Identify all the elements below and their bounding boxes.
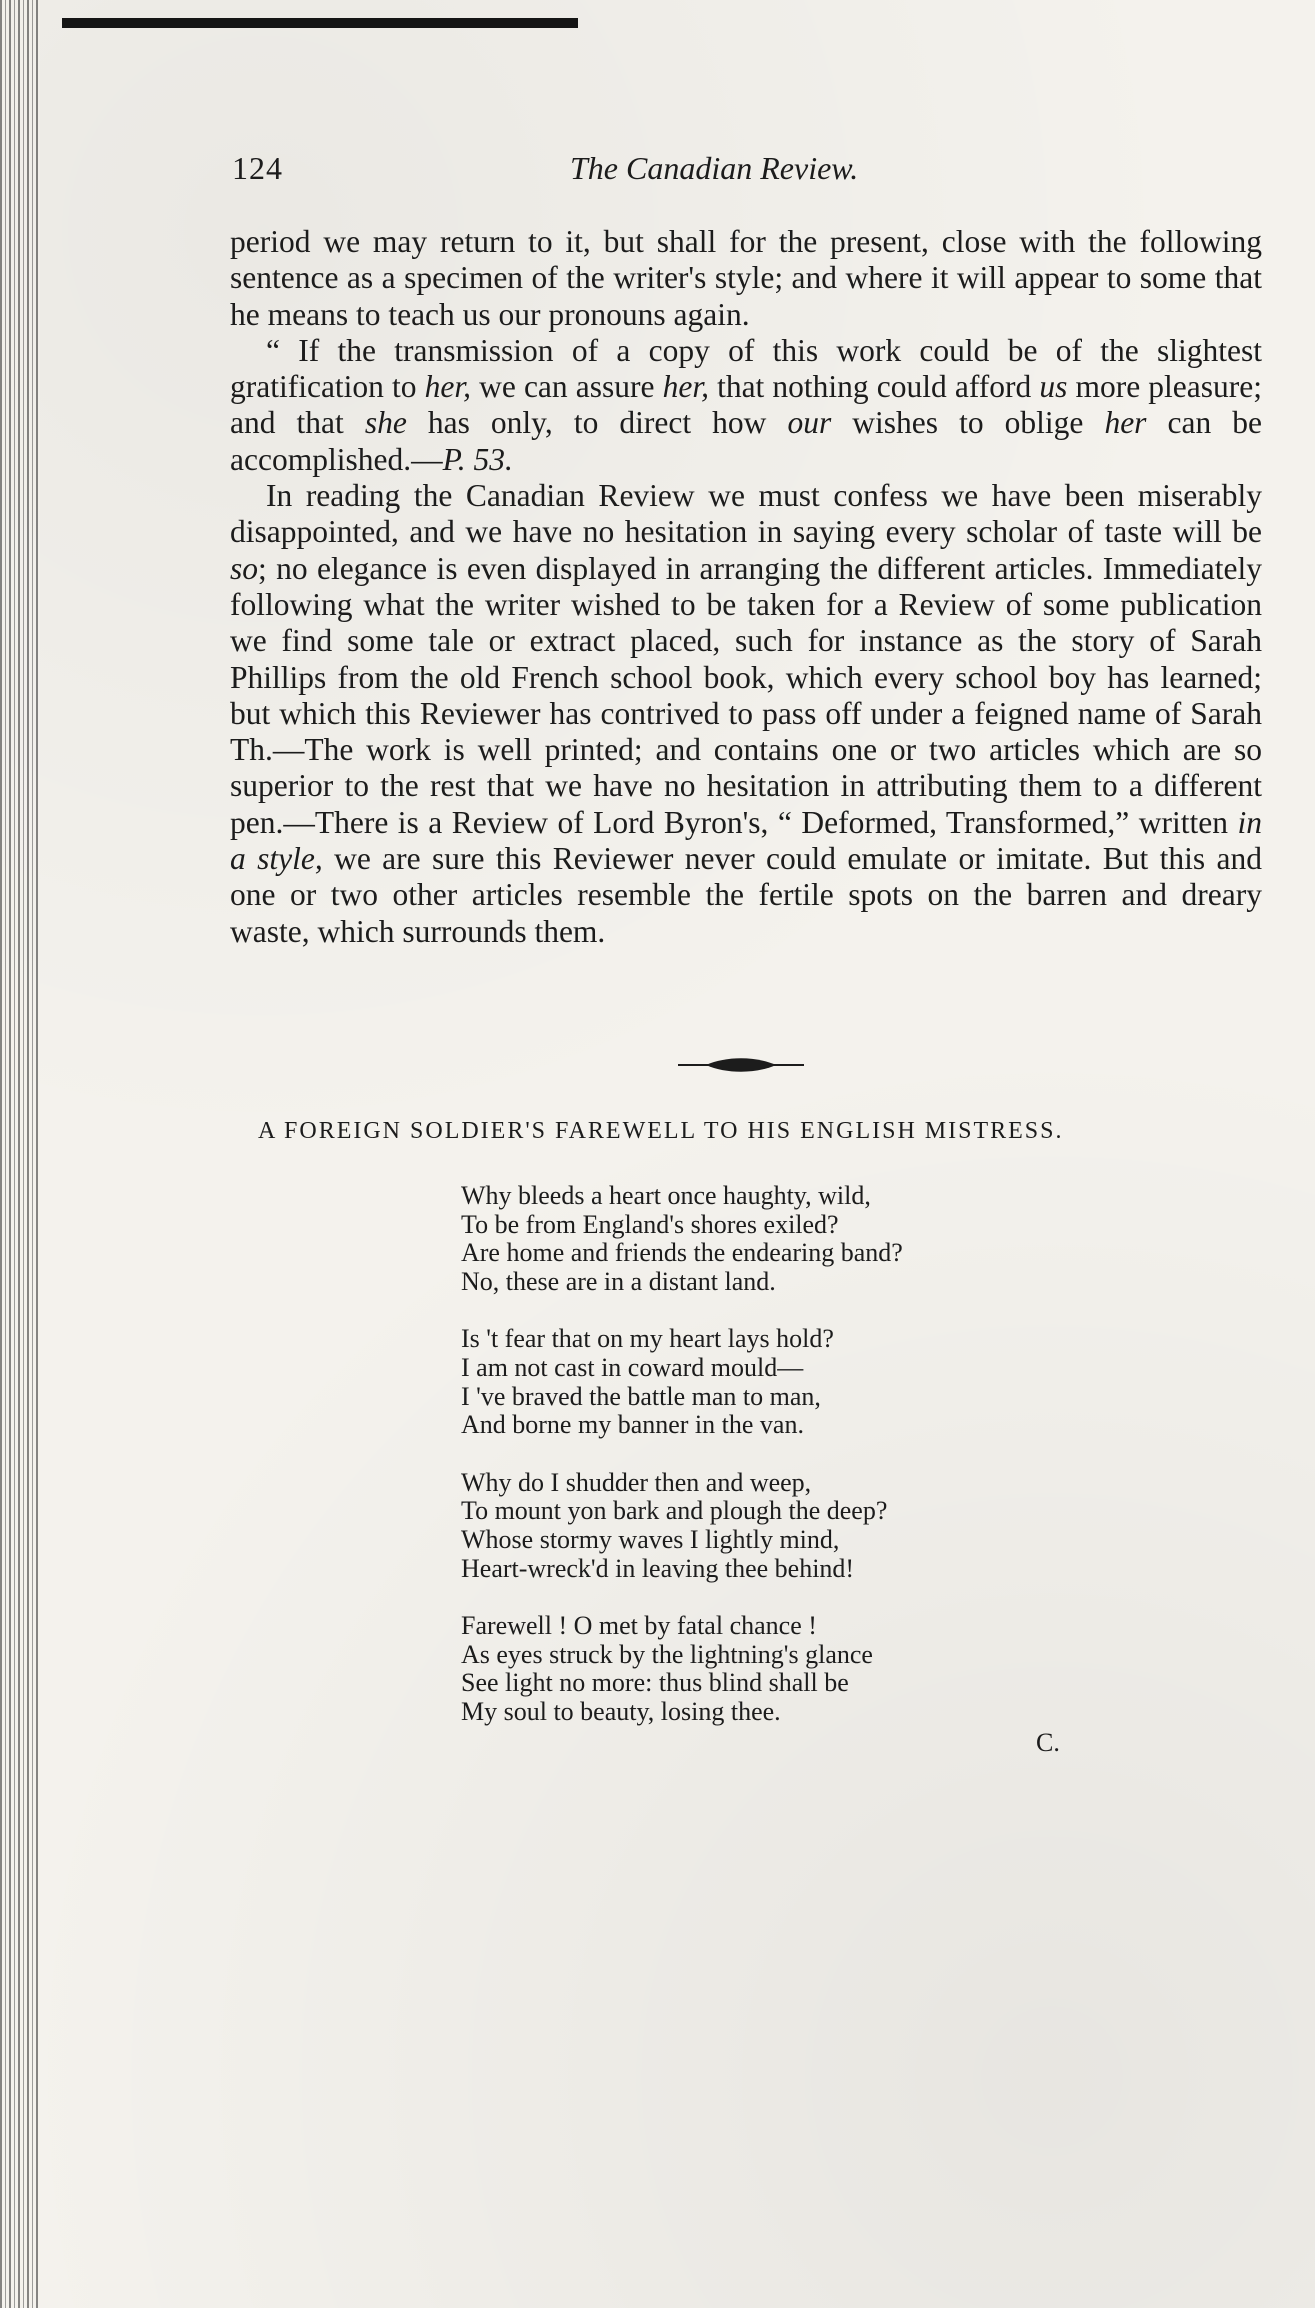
poem-stanza [461,1469,1101,1583]
quote-text-5: has only, to direct how [406,405,788,441]
poem-body [461,1182,1101,1756]
quoted-sentence [230,333,1262,478]
poem-line: I am not cast in coward mould— [461,1352,804,1382]
book-spine-edge [0,0,40,2308]
para3-text-1: In reading the Canadian Review we must confess we have been miserably disappointed, and we have no hesitation in saying every scholar of taste will be [230,478,1262,550]
quote-text-2: we can assure [471,369,663,405]
para3-emphasis-2: in a style, [230,804,1262,877]
para3-text-2: ; no elegance is even displayed in arranging the different articles. Immediately following what the writer wished to be taken for a Review of some publication we find some tale or extract placed, such for instance as the story of Sarah Phillips from the old French school book, which every school boy has learned; but which this Reviewer has contrived to pass off under a feigned name of Sarah Th.—The work is well printed; and contains one or two articles which are so superior to the rest that we have no hesitation in attributing them to a different pen.—There is a Review of Lord Byron's, “ Deformed, Transformed,” written [230,550,1262,840]
poem-stanza [461,1612,1101,1726]
quote-emphasis-5: our [787,405,832,441]
quote-text-7: can be accomplished.— [230,405,1262,477]
quote-emphasis-1: her, [424,369,472,405]
paragraph-3 [230,478,1262,950]
poem-line: To mount yon bark and plough the deep? [461,1496,888,1526]
poem-line: As eyes struck by the lightning's glance [461,1639,873,1669]
poem-line: I 've braved the battle man to man, [461,1381,821,1411]
poem-line: And borne my banner in the van. [461,1410,804,1440]
review-text [230,224,1262,950]
section-divider-ornament [678,1054,804,1076]
quote-page-reference: P. 53. [442,441,513,477]
top-rule [62,18,578,28]
quote-emphasis-3: us [1039,369,1068,405]
para3-emphasis-1: so [230,550,259,586]
paragraph-1: period we may return to it, but shall for the present, close with the following sentence as a specimen of the writer's style; and where it will appear to some that he means to teach us our pronouns again. [230,224,1262,332]
catchword: C. [1036,1728,1060,1757]
quote-emphasis-4: she [364,405,407,441]
poem-line: See light no more: thus blind shall be [461,1668,849,1698]
poem-line: Heart-wreck'd in leaving thee behind! [461,1553,855,1583]
poem-stanza [461,1325,1101,1439]
quote-emphasis-6: her [1104,405,1147,441]
poem-line: Is 't fear that on my heart lays hold? [461,1324,834,1354]
poem-line: No, these are in a distant land. [461,1266,776,1296]
quote-text-4: more pleasure; and that [230,369,1262,441]
poem-line: Why do I shudder then and weep, [461,1467,812,1497]
running-title: The Canadian Review. [570,150,859,186]
quote-emphasis-2: her, [662,369,709,405]
poem-line: Are home and friends the endearing band? [461,1238,903,1268]
page-number: 124 [232,150,283,186]
quote-text-6: wishes to oblige [831,405,1105,441]
poem-line: Whose stormy waves I lightly mind, [461,1524,840,1554]
poem-stanza [461,1182,1101,1296]
poem-line: Farewell ! O met by fatal chance ! [461,1611,817,1641]
para3-text-3: we are sure this Reviewer never could emulate or imitate. But this and one or two other articles resemble the fertile spots on the barren and dreary waste, which surrounds them. [230,841,1262,949]
quote-text-1: “ If the transmission of a copy of this work could be of the slightest gratification to [230,332,1262,405]
poem-title: A FOREIGN SOLDIER'S FAREWELL TO HIS ENGLISH MISTRESS. [258,1118,1064,1144]
quote-text-3: that nothing could afford [708,369,1040,405]
page-header [232,150,1262,196]
poem-line: To be from England's shores exiled? [461,1209,839,1239]
poem-line: Why bleeds a heart once haughty, wild, [461,1181,871,1210]
poem-line: My soul to beauty, losing thee. [461,1696,781,1726]
